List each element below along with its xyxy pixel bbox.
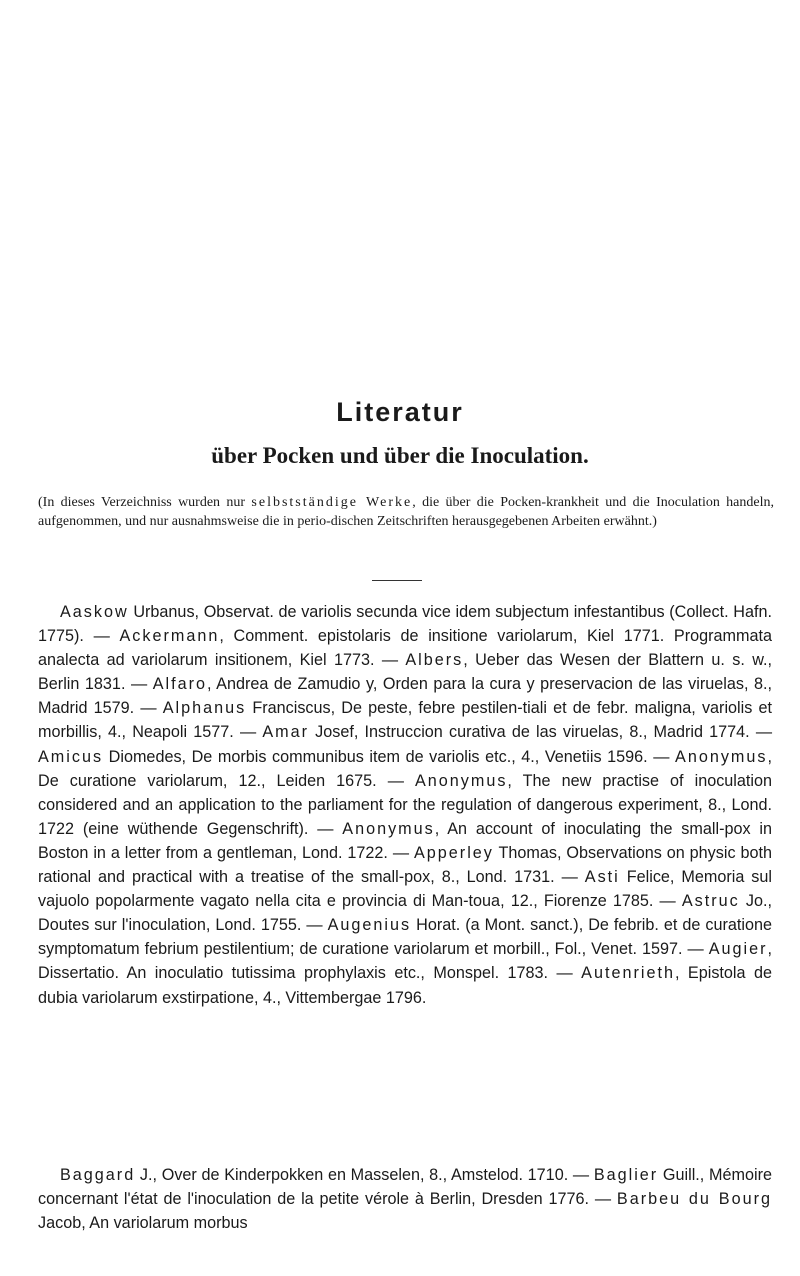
entry-text: , Andrea de Zamudio y, Orden para la cura y preservacion de las viruelas, 8., Madrid 1579. —: [38, 675, 773, 718]
entry-author: Amicus: [38, 747, 104, 766]
entry-text: , An account of inoculating the small-pox in Boston in a letter from a gentleman, Lond. 1722. —: [38, 819, 772, 862]
entry-author: Augenius: [327, 916, 412, 935]
editorial-note: [38, 493, 774, 531]
entry-author: Autenrieth: [581, 964, 675, 983]
entry-author: Astruc: [681, 892, 740, 911]
entry-author: Baglier: [593, 1166, 659, 1184]
entry-text: , Epistola de dubia variolarum exstirpatione, 4., Vittembergae 1796.: [38, 964, 772, 1007]
entry-author: Baggard: [60, 1166, 136, 1184]
entry-text: Josef, Instruccion curativa de las viruelas, 8., Madrid 1774. —: [309, 723, 773, 742]
entry-author: Apperley: [414, 843, 494, 862]
entry-author: Ackermann: [119, 627, 220, 646]
entry-text: Diomedes, De morbis communibus item de variolis etc., 4., Venetiis 1596. —: [103, 747, 676, 766]
entry-author: Aaskow: [60, 603, 129, 621]
entry-text: Franciscus, De peste, febre pestilen-tiali et de febr. maligna, variolis et morbillis, 4., Neapoli 1577. —: [38, 699, 773, 742]
entry-author: Amar: [262, 723, 309, 742]
note-part: (In dieses Verzeichniss wurden nur: [38, 495, 252, 510]
entry-author: Asti: [584, 868, 620, 887]
entry-author: Anonymus: [414, 771, 508, 790]
entry-author: Anonymus: [675, 747, 768, 766]
entry-text: Urbanus, Observat. de variolis secunda vice idem subjectum infestantibus (Collect. Hafn. 1775). —: [38, 603, 772, 646]
entry-text: Jacob, An variolarum morbus: [38, 1214, 248, 1233]
bibliography-paragraph-a: [38, 600, 772, 1010]
entry-text: Guill., Mémoire concernant l'état de l'inoculation de la petite vérole à Berlin, Dresden 1776. —: [38, 1166, 772, 1209]
note-part: , die über die Pocken-krankheit und die Inoculation handeln, aufgenommen, und nur ausnahmsweise die in perio-dischen Zeitschriften herausgegebenen Arbeiten erwähnt.): [38, 495, 774, 529]
entry-text: Thomas, Observations on physic both rational and practical with a treatise of the small-pox, 8., Lond. 1731. —: [38, 843, 772, 887]
entry-text: , The new practise of inoculation considered and an application to the parliament for the regulation of dangerous experiment, 8., Lond. 1722 (eine wüthende Gegenschrift). —: [38, 771, 772, 838]
entry-text: , Dissertatio. An inoculatio tutissima prophylaxis etc., Monspel. 1783. —: [38, 940, 772, 983]
entry-text: , Ueber das Wesen der Blattern u. s. w., Berlin 1831. —: [38, 651, 772, 694]
entry-author: Albers: [405, 651, 464, 670]
entry-author: Barbeu du Bourg: [616, 1190, 772, 1209]
entry-author: Alfaro: [152, 675, 208, 694]
bibliography-paragraph-b: [38, 1163, 772, 1235]
entry-author: Alphanus: [162, 699, 247, 718]
note-emphasis: selbstständige Werke: [251, 495, 413, 510]
entry-author: Anonymus: [342, 819, 435, 838]
entry-text: , De curatione variolarum, 12., Leiden 1675. —: [38, 747, 772, 790]
divider: [372, 580, 422, 581]
entry-author: Augier: [708, 940, 768, 959]
entry-text: Jo., Doutes sur l'inoculation, Lond. 1755. —: [38, 892, 772, 935]
entry-text: , Comment. epistolaris de insitione variolarum, Kiel 1771. Programmata analecta ad variolarum insitionem, Kiel 1773. —: [38, 627, 772, 670]
entry-text: J., Over de Kinderpokken en Masselen, 8., Amstelod. 1710. —: [135, 1166, 594, 1184]
page-subtitle: über Pocken und über die Inoculation.: [211, 443, 589, 468]
entry-text: Felice, Memoria sul vajuolo popolarmente vagato nella cita e provincia di Man-toua, 12., Fiorenze 1785. —: [38, 868, 772, 911]
entry-text: Horat. (a Mont. sanct.), De febrib. et de curatione symptomatum febrium pestilentium; de curatione variolarum et morbill., Fol., Venet. 1597. —: [38, 916, 773, 959]
page-title: Literatur: [336, 397, 464, 427]
